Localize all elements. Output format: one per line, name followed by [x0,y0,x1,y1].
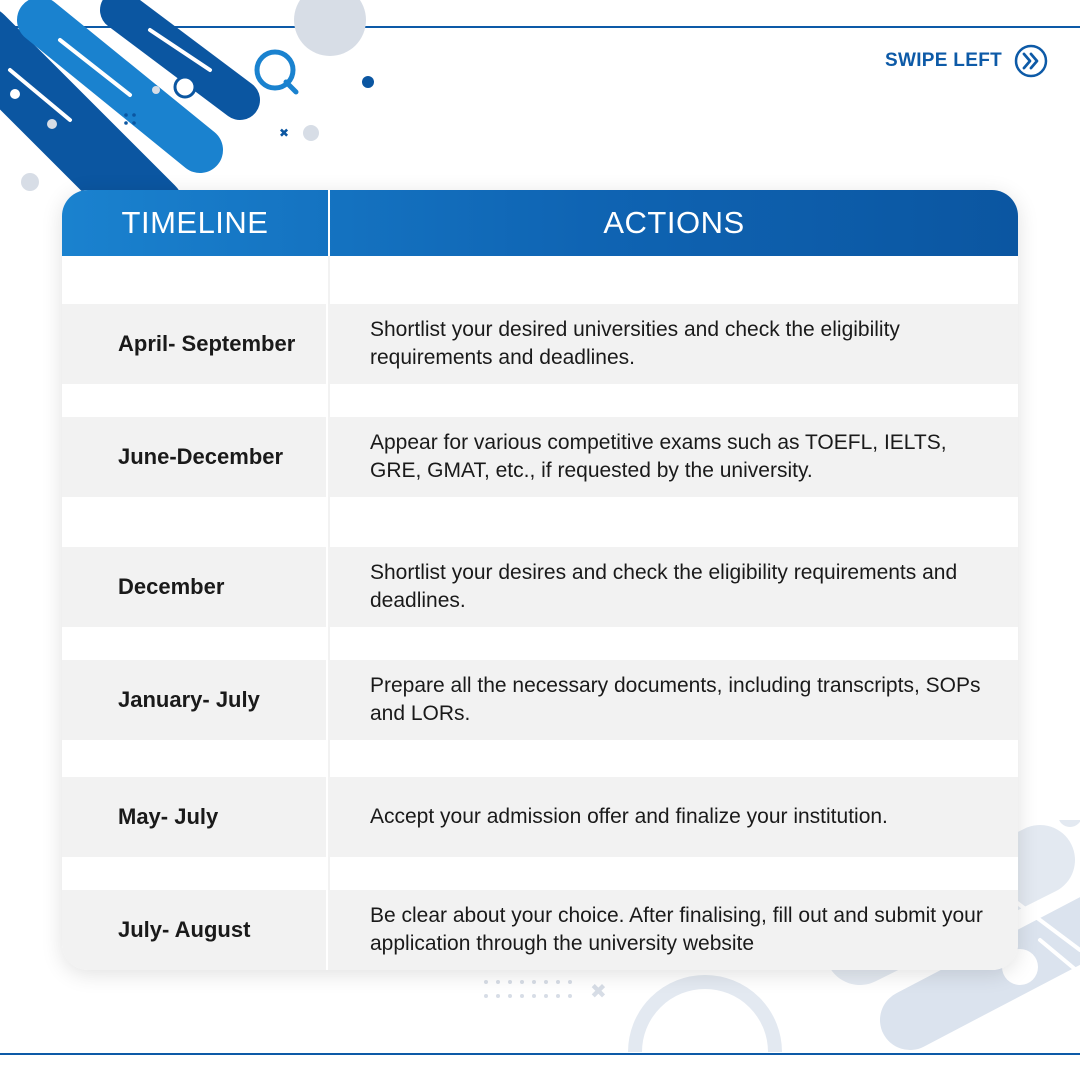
table-row [62,890,1018,970]
swipe-left-indicator[interactable] [885,42,1048,80]
table-row [62,660,1018,740]
svg-text:✖: ✖ [590,979,607,1003]
timeline-cell: January- July [62,660,328,740]
top-left-decoration [0,0,400,200]
action-cell: Prepare all the necessary documents, including transcripts, SOPs and LORs. [370,674,981,725]
svg-text:✖: ✖ [279,126,290,140]
column-header-actions: ACTIONS [603,205,745,240]
timeline-table [62,190,1018,970]
timeline-cell: May- July [62,777,328,857]
timeline-cell: June-December [62,417,328,497]
bottom-border-line [0,1053,1080,1055]
swipe-left-label: SWIPE LEFT [885,50,1002,71]
action-cell: Appear for various competitive exams such as TOEFL, IELTS, GRE, GMAT, etc., if requested by the university. [370,431,947,482]
double-chevron-right-icon [1014,44,1048,78]
timeline-cell: December [62,547,328,627]
table-row [62,547,1018,627]
timeline-cell: July- August [62,890,328,970]
table-row [62,304,1018,384]
column-header-timeline: TIMELINE [62,190,330,256]
action-cell: Shortlist your desires and check the eligibility requirements and deadlines. [370,561,958,612]
action-cell: Be clear about your choice. After finalising, fill out and submit your application through the university website [370,904,983,955]
timeline-cell: April- September [62,304,328,384]
action-cell: Accept your admission offer and finalize your institution. [370,805,888,828]
table-row [62,777,1018,857]
table-header [62,190,1018,256]
action-cell: Shortlist your desired universities and check the eligibility requirements and deadlines. [370,318,900,369]
table-row [62,417,1018,497]
